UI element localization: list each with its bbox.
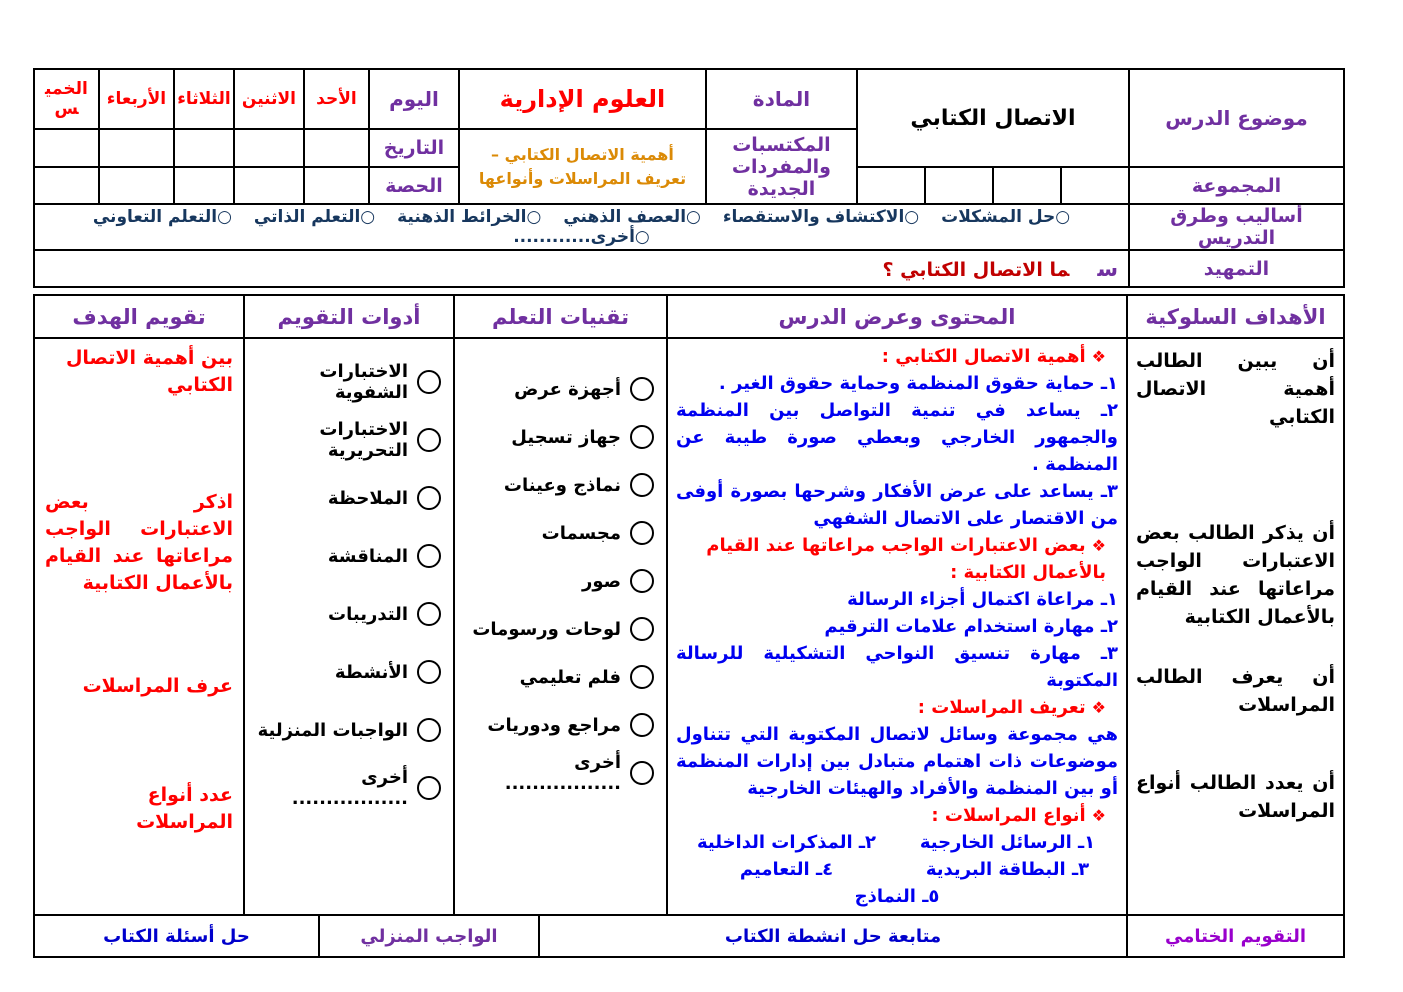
- method-option-cooperative[interactable]: ○التعلم التعاوني: [92, 207, 232, 227]
- radio-circle-icon[interactable]: [417, 602, 441, 626]
- period-cell-monday[interactable]: [234, 167, 304, 204]
- period-label: الحصة: [369, 167, 459, 204]
- date-label: التاريخ: [369, 129, 459, 167]
- type-forms: ٥ـ النماذج: [854, 886, 940, 907]
- goal-eval-1: بين أهمية الاتصال الكتابي: [65, 347, 233, 396]
- content-item: ٣ـ مهارة تنسيق النواحي التشكيلية للرسالة المكتوبة: [676, 643, 1118, 691]
- intro-question: ما الاتصال الكتابي ؟: [882, 258, 1070, 281]
- method-option-brainstorming[interactable]: ○العصف الذهني: [563, 207, 701, 227]
- group-label: المجموعة: [1129, 167, 1344, 204]
- tool-option: الاختبارات الشفوية: [249, 353, 441, 411]
- group-cell-2[interactable]: [993, 167, 1061, 204]
- method-option-discovery[interactable]: ○الاكتشاف والاستقصاء: [722, 207, 920, 227]
- final-evaluation-label: التقويم الختامي: [1127, 915, 1344, 957]
- header-evaluation-tools: أدوات التقويم: [244, 295, 454, 338]
- goal-eval-2: اذكر بعض الاعتبارات الواجب مراعاتها عند القيام بالأعمال الكتابية: [45, 491, 233, 594]
- tech-option: مراجع ودوريات: [459, 701, 654, 749]
- tool-option: الملاحظة: [249, 469, 441, 527]
- method-option-mind-maps[interactable]: ○الخرائط الذهنية: [397, 207, 542, 227]
- tool-option: الواجبات المنزلية: [249, 701, 441, 759]
- tool-option: المناقشة: [249, 527, 441, 585]
- type-internal-memos: ٢ـ المذكرات الداخلية: [696, 832, 877, 853]
- homework-value: حل أسئلة الكتاب: [34, 915, 319, 957]
- question-prefix: س: [1097, 256, 1118, 281]
- lesson-topic-value: الاتصال الكتابي: [857, 69, 1129, 167]
- tech-option: أخرى .................: [459, 749, 654, 797]
- radio-circle-icon[interactable]: [630, 617, 654, 641]
- teaching-methods-label: أساليب وطرق التدريس: [1129, 204, 1344, 250]
- day-label: اليوم: [369, 69, 459, 129]
- objective-4: أن يعدد الطالب أنواع المراسلات: [1136, 772, 1335, 822]
- intro-label: التمهيد: [1129, 250, 1344, 287]
- top-info-table: [33, 68, 1345, 288]
- tech-option: فلم تعليمي: [459, 653, 654, 701]
- tool-option: الأنشطة: [249, 643, 441, 701]
- correspondence-types-row-1: [676, 829, 1118, 856]
- group-cell-3[interactable]: [925, 167, 993, 204]
- radio-circle-icon[interactable]: [630, 713, 654, 737]
- day-thursday: الخميس: [34, 69, 99, 129]
- tool-option: أخرى .................: [249, 759, 441, 817]
- date-cell-monday[interactable]: [234, 129, 304, 167]
- homework-label: الواجب المنزلي: [319, 915, 539, 957]
- header-goal-evaluation: تقويم الهدف: [34, 295, 244, 338]
- day-tuesday: الثلاثاء: [174, 69, 234, 129]
- main-lesson-table: [33, 294, 1345, 916]
- content-section-4-head: ❖أنواع المراسلات :: [931, 805, 1106, 826]
- content-section-1-head: ❖أهمية الاتصال الكتابي :: [881, 346, 1106, 367]
- radio-circle-icon[interactable]: [417, 486, 441, 510]
- type-external-letters: ١ـ الرسائل الخارجية: [919, 832, 1096, 853]
- radio-circle-icon[interactable]: [417, 370, 441, 394]
- radio-circle-icon[interactable]: [417, 544, 441, 568]
- radio-circle-icon[interactable]: [630, 425, 654, 449]
- method-option-other[interactable]: ○أخرى............: [513, 227, 650, 247]
- tech-option: نماذج وعينات: [459, 461, 654, 509]
- footer-table: [33, 914, 1345, 958]
- method-option-problem-solving[interactable]: ○حل المشكلات: [941, 207, 1071, 227]
- tech-option: مجسمات: [459, 509, 654, 557]
- content-item: ٢ـ يساعد في تنمية التواصل بين المنظمة والجمهور الخارجي وبعطي صورة طيبة عن المنظمة .: [676, 400, 1118, 475]
- objective-2: أن يذكر الطالب بعض الاعتبارات الواجب مراعاتها عند القيام بالأعمال الكتابية: [1136, 522, 1335, 628]
- acquisitions-value: أهمية الاتصال الكتابي – تعريف المراسلات وأنواعها: [459, 129, 706, 204]
- final-evaluation-value: متابعة حل انشطة الكتاب: [539, 915, 1127, 957]
- diamond-bullet-icon: ❖: [1091, 536, 1106, 555]
- radio-circle-icon[interactable]: [417, 776, 441, 800]
- period-cell-wednesday[interactable]: [99, 167, 174, 204]
- day-sunday: الأحد: [304, 69, 369, 129]
- goal-eval-4: عدد أنواع المراسلات: [136, 784, 233, 833]
- header-learning-technologies: تقنيات التعلم: [454, 295, 667, 338]
- period-cell-thursday[interactable]: [34, 167, 99, 204]
- teaching-methods-options: [34, 204, 1129, 250]
- content-item: ٣ـ يساعد على عرض الأفكار وشرحها بصورة أوفى من الاقتصار على الاتصال الشفهي: [676, 481, 1118, 529]
- correspondence-types-row-2: [676, 856, 1118, 883]
- diamond-bullet-icon: ❖: [1091, 806, 1106, 825]
- tool-option: الاختبارات التحريرية: [249, 411, 441, 469]
- tech-option: أجهزة عرض: [459, 365, 654, 413]
- correspondence-definition: هي مجموعة وسائل لاتصال المكتوبة التي تتناول موضوعات ذات اهتمام متبادل بين إدارات المنظمة أو بين المنظمة والأفراد والهيئات الخارجية: [676, 724, 1118, 799]
- content-item: ٢ـ مهارة استخدام علامات الترقيم: [824, 616, 1118, 637]
- header-behavioral-objectives: الأهداف السلوكية: [1127, 295, 1344, 338]
- radio-circle-icon[interactable]: [630, 761, 654, 785]
- day-wednesday: الأربعاء: [99, 69, 174, 129]
- goal-eval-3: عرف المراسلات: [82, 675, 233, 697]
- tool-option: التدريبات: [249, 585, 441, 643]
- radio-circle-icon[interactable]: [630, 569, 654, 593]
- radio-circle-icon[interactable]: [417, 718, 441, 742]
- radio-circle-icon[interactable]: [630, 377, 654, 401]
- lesson-plan-sheet: [35, 68, 1345, 958]
- content-presentation-cell: [667, 338, 1127, 915]
- type-circulars: ٤ـ التعاميم: [739, 859, 834, 880]
- subject-value: العلوم الإدارية: [459, 69, 706, 129]
- radio-circle-icon[interactable]: [630, 665, 654, 689]
- intro-content: [34, 250, 1129, 287]
- evaluation-tools-cell: [244, 338, 454, 915]
- type-postal-card: ٣ـ البطاقة البريدية: [925, 859, 1090, 880]
- lesson-topic-label: موضوع الدرس: [1129, 69, 1344, 167]
- group-cell-4[interactable]: [857, 167, 925, 204]
- objective-3: أن يعرف الطالب المراسلات: [1136, 666, 1335, 716]
- radio-circle-icon[interactable]: [417, 428, 441, 452]
- tech-option: جهاز تسجيل: [459, 413, 654, 461]
- radio-circle-icon[interactable]: [630, 521, 654, 545]
- content-item: ١ـ مراعاة اكتمال أجزاء الرسالة: [847, 589, 1118, 610]
- day-monday: الاثنين: [234, 69, 304, 129]
- diamond-bullet-icon: ❖: [1091, 347, 1106, 366]
- radio-circle-icon[interactable]: [417, 660, 441, 684]
- content-item: ١ـ حماية حقوق المنظمة وحماية حقوق الغير .: [718, 373, 1118, 394]
- tech-option: صور: [459, 557, 654, 605]
- learning-technologies-cell: [454, 338, 667, 915]
- header-content-presentation: المحتوى وعرض الدرس: [667, 295, 1127, 338]
- diamond-bullet-icon: ❖: [1091, 698, 1106, 717]
- group-cell-1[interactable]: [1061, 167, 1129, 204]
- tech-option: لوحات ورسومات: [459, 605, 654, 653]
- behavioral-objectives-cell: [1127, 338, 1344, 915]
- content-section-2-head: ❖بعض الاعتبارات الواجب مراعاتها عند القيام بالأعمال الكتابية :: [706, 535, 1106, 583]
- goal-evaluation-cell: [34, 338, 244, 915]
- date-cell-thursday[interactable]: [34, 129, 99, 167]
- date-cell-wednesday[interactable]: [99, 129, 174, 167]
- period-cell-tuesday[interactable]: [174, 167, 234, 204]
- period-cell-sunday[interactable]: [304, 167, 369, 204]
- content-section-3-head: ❖تعريف المراسلات :: [917, 697, 1106, 718]
- subject-label: المادة: [706, 69, 857, 129]
- method-option-self-learning[interactable]: ○التعلم الذاتي: [253, 207, 376, 227]
- date-cell-tuesday[interactable]: [174, 129, 234, 167]
- acquisitions-label: المكتسبات والمفردات الجديدة: [706, 129, 857, 204]
- objective-1: أن يبين الطالب أهمية الاتصال الكتابي: [1136, 350, 1335, 428]
- date-cell-sunday[interactable]: [304, 129, 369, 167]
- radio-circle-icon[interactable]: [630, 473, 654, 497]
